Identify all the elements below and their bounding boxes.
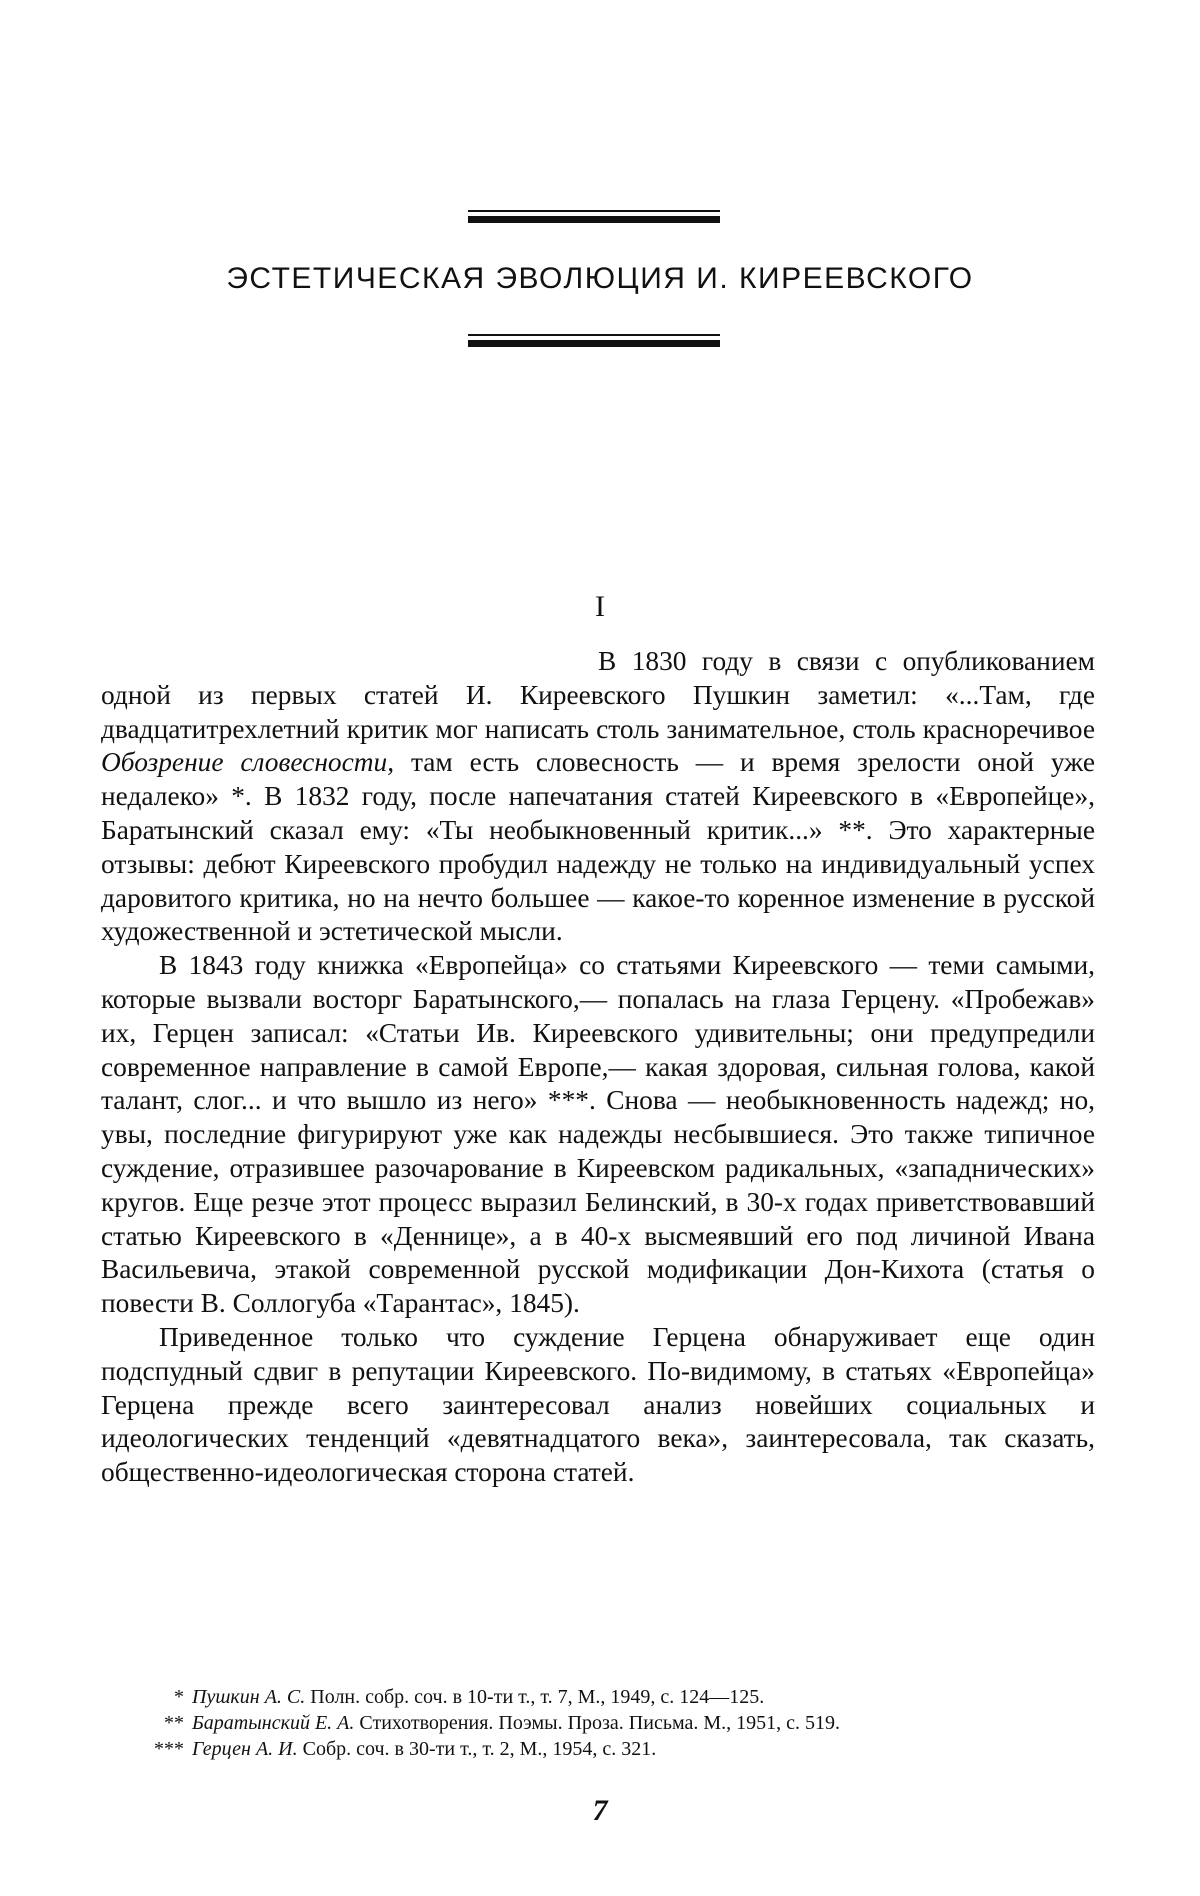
bottom-decorative-rules xyxy=(468,334,720,347)
footnote-author: Пушкин А. С. xyxy=(192,1686,306,1708)
footnote-mark: ** xyxy=(164,1712,184,1734)
section-number: I xyxy=(595,590,605,623)
footnote-3 xyxy=(148,1736,1088,1762)
footnote-mark: * xyxy=(174,1686,184,1708)
footnote-mark: *** xyxy=(154,1738,184,1760)
footnote-author: Герцен А. И. xyxy=(192,1738,298,1760)
thin-rule xyxy=(468,210,720,212)
chapter-title: ЭСТЕТИЧЕСКАЯ ЭВОЛЮЦИЯ И. КИРЕЕВСКОГО xyxy=(226,262,974,295)
thin-rule xyxy=(468,334,720,336)
footnote-1 xyxy=(148,1684,1088,1710)
footnote-text: Стихотворения. Поэмы. Проза. Письма. М., 1951, с. 519. xyxy=(354,1712,841,1734)
footnote-text: Полн. собр. соч. в 10-ти т., т. 7, М., 1949, с. 124—125. xyxy=(305,1686,765,1708)
footnote-text: Собр. соч. в 30-ти т., т. 2, М., 1954, с. 321. xyxy=(297,1738,657,1760)
thick-rule xyxy=(468,216,720,223)
footnote-2 xyxy=(148,1710,1088,1736)
footnotes xyxy=(148,1684,1088,1762)
top-decorative-rules xyxy=(468,210,720,223)
footnote-author: Баратынский Е. А. xyxy=(192,1712,355,1734)
paragraph-1-italic-title: Обозрение словесности, xyxy=(101,747,395,778)
page-number: 7 xyxy=(592,1794,608,1827)
paragraph-3: Приведенное только что суждение Герцена обнаруживает еще один подспудный сдвиг в репутации Киреевского. По-видимому, в статьях «Европейца» Герцена прежде всего заинтересовал анализ новейших социальных и идеологических тенденций «девятнадцатого века», заинтересовала, так сказать, общественно-идеологическая сторона статей. xyxy=(101,1321,1095,1488)
thick-rule xyxy=(468,340,720,347)
paragraph-2: В 1843 году книжка «Европейца» со статьями Киреевского — теми самыми, которые вызвали восторг Баратынского,— попалась на глаза Герцену. «Пробежав» их, Герцен записал: «Статьи Ив. Киреевского удивительны; они предупредили современное направление в самой Европе,— какая здоровая, сильная голова, какой талант, слог... и что вышло из него» ***. Снова — необыкновенность надежд; но, увы, последние фигурируют уже как надежды несбывшиеся. Это также типичное суждение, отразившее разочарование в Киреевском радикальных, «западнических» кругов. Еще резче этот процесс выразил Белинский, в 30-х годах приветствовавший статью Киреевского в «Деннице», а в 40-х высмеявший его под личиной Ивана Васильевича, этакой современной русской модификации Дон-Кихота (статья о повести В. Соллогуба «Тарантас», 1845). xyxy=(101,950,1095,1319)
paragraph-1-part-b: там есть словесность — и время зрелости оной уже недалеко» *. В 1832 году, после напечатания статей Киреевского в «Европейце», Баратынский сказал ему: «Ты необыкновенный критик...» **. Это характерные отзывы: дебют Киреевского пробудил надежду не только на индивидуальный успех даровитого критика, но на нечто большее — какое-то коренное изменение в русской художественной и эстетической мысли. xyxy=(101,747,1095,947)
body-text xyxy=(101,645,1095,1490)
paragraph-1 xyxy=(101,645,1095,949)
paragraph-1-part-a: В 1830 году в связи с опубликованием одной из первых статей И. Киреевского Пушкин заметил: «...Там, где двадцатитрехлетний критик мог написать столь занимательное, столь красноречивое xyxy=(101,646,1095,744)
